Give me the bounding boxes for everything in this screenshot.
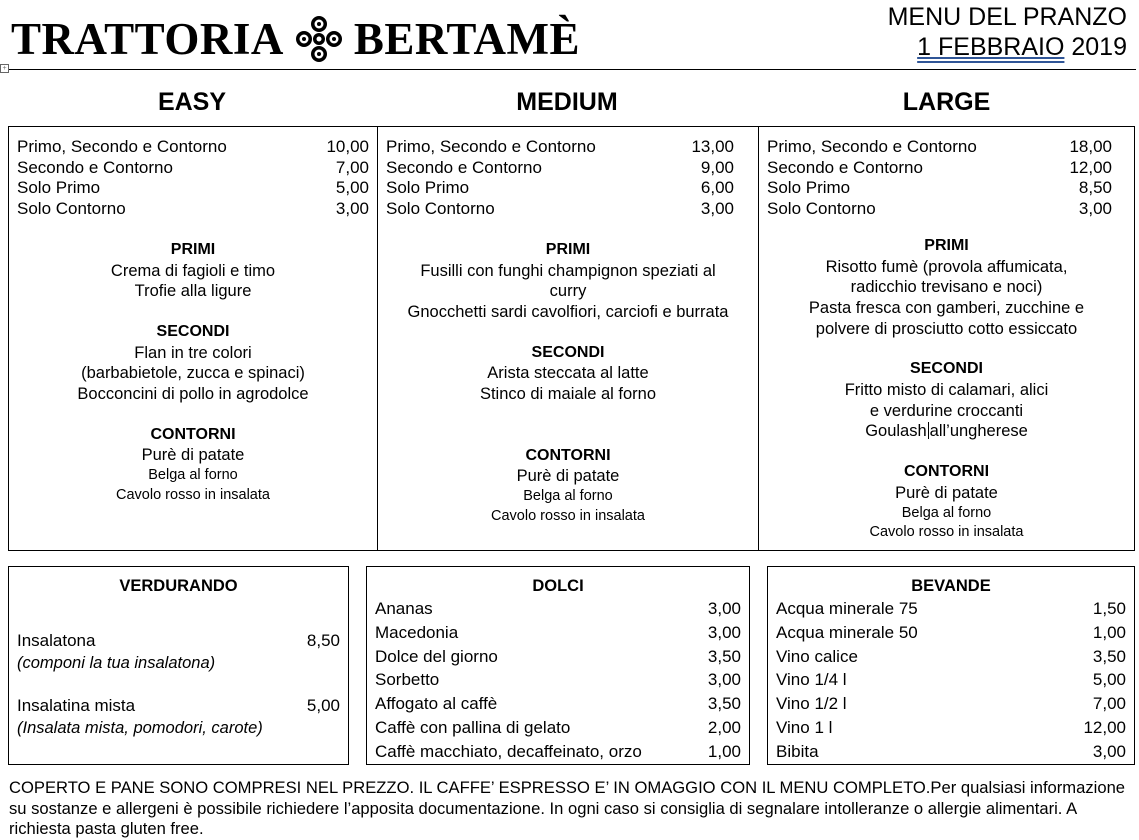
price-value: 5,00 [335,178,369,198]
dish-item [759,421,1134,442]
drink-price: 12,00 [1083,717,1126,737]
price-row [767,178,1126,199]
price-row [386,137,750,158]
brand-logo [11,14,580,64]
section-heading-secondi: SECONDI [910,360,983,378]
section-heading-primi: PRIMI [545,240,591,258]
dessert-price: 3,00 [707,622,741,642]
dish-item: Bocconcini di pollo in agrodolce [77,385,309,404]
menu-heading [888,2,1127,62]
price-value: 13,00 [691,137,734,156]
drink-label: Acqua minerale 75 [776,599,918,618]
section-heading-primi: PRIMI [924,236,969,254]
header-divider [9,69,1136,70]
price-label: Solo Contorno [386,199,495,219]
price-value: 6,00 [700,178,734,198]
dessert-row [375,716,741,740]
bevande-title: BEVANDE [911,577,991,595]
dish-item: Belga al forno [148,467,238,484]
dessert-label: Affogato al caffè [375,694,498,714]
price-label: Secondo e Contorno [17,157,173,177]
drink-row [776,692,1126,716]
brand-name-right: BERTAMÈ [353,14,581,64]
drink-label: Acqua minerale 50 [776,622,918,642]
menu-date [888,32,1127,62]
price-row [767,158,1126,179]
drink-price: 5,00 [1092,670,1126,690]
drink-price: 1,00 [1092,622,1126,642]
menu-table [8,126,1135,551]
bevande-box [767,566,1135,765]
dish-item: e verdurine croccanti [869,401,1024,420]
dish-item: (barbabietole, zucca e spinaci) [81,364,305,383]
dish-item: Purè di patate [141,446,245,465]
dish-item: radicchio trevisano e noci) [850,278,1043,297]
dolci-title: DOLCI [532,577,584,595]
dolci-box [366,566,750,765]
dish-item: polvere di prosciutto cotto essiccato [815,319,1078,338]
dish-item: Fritto misto di calamari, alici [844,381,1049,400]
drink-price: 7,00 [1092,694,1126,714]
dessert-price: 3,00 [707,599,741,618]
salad-note: (componi la tua insalatona) [17,653,216,672]
salad-label: Insalatona [17,631,96,650]
section-heading-contorni: CONTORNI [903,463,990,481]
price-row [767,137,1126,158]
price-value: 18,00 [1069,137,1112,156]
drink-row [776,621,1126,645]
price-label: Solo Primo [17,178,101,198]
drink-label: Vino 1 l [776,717,833,737]
dessert-label: Caffè macchiato, decaffeinato, orzo [375,741,642,761]
dishes-section [378,240,758,526]
ornament-logo-icon [294,14,344,64]
section-heading-contorni: CONTORNI [150,425,236,443]
dish-item: Flan in tre colori [134,343,252,362]
drink-row [776,740,1126,764]
dish-item: Arista steccata al latte [487,364,649,383]
price-value: 8,50 [1078,178,1112,198]
dish-item: Belga al forno [523,488,613,505]
menu-column-medium [377,127,758,550]
dish-item: Trofie alla ligure [134,282,252,301]
drink-label: Bibita [776,741,819,761]
drink-row [776,668,1126,692]
price-row [17,158,369,179]
drink-label: Vino 1/4 l [776,670,847,690]
drink-row [776,645,1126,669]
menu-column-easy [9,127,377,550]
price-label: Solo Primo [767,178,851,198]
price-value: 12,00 [1069,157,1112,177]
price-value: 3,00 [700,199,734,219]
column-title-medium: MEDIUM [516,88,618,116]
dessert-label: Macedonia [375,622,459,642]
menu-column-large [758,127,1134,550]
menu-date-year: 2019 [1071,33,1127,61]
price-row [17,178,369,199]
price-value: 3,00 [335,199,369,219]
column-title-large: LARGE [902,88,991,116]
dish-item: Fusilli con funghi champignon speziati al [420,261,716,280]
price-row [386,199,750,220]
dish-item: Stinco di maiale al forno [479,385,657,404]
price-row [386,178,750,199]
price-label: Primo, Secondo e Contorno [17,137,227,156]
price-row [17,137,369,158]
dish-item: Risotto fumè (provola affumicata, [825,257,1068,276]
dish-item: Cavolo rosso in insalata [491,507,645,524]
section-heading-secondi: SECONDI [531,343,605,361]
verdurando-box [8,566,349,765]
dessert-row [375,621,741,645]
dessert-label: Ananas [375,599,433,618]
salad-price: 5,00 [306,695,340,715]
price-list [767,137,1126,220]
price-row [767,199,1126,220]
dish-item: Belga al forno [901,504,992,521]
dish-item: Gnocchetti sardi cavolfiori, carciofi e burrata [407,302,729,321]
dessert-price: 3,50 [707,694,741,714]
dessert-row [375,668,741,692]
dessert-price: 3,00 [707,670,741,690]
dessert-label: Caffè con pallina di gelato [375,717,571,737]
salad-row [17,629,340,653]
salad-note: (Insalata mista, pomodori, carote) [17,718,263,737]
dish-item: Cavolo rosso in insalata [116,486,270,503]
salad-label: Insalatina mista [17,695,136,715]
drink-label: Vino 1/2 l [776,694,847,714]
drink-price: 3,00 [1092,741,1126,761]
dessert-label: Dolce del giorno [375,646,498,666]
price-label: Primo, Secondo e Contorno [386,137,596,156]
dessert-price: 2,00 [707,717,741,737]
dish-item: curry [549,282,587,301]
dish-item-part: all’ungherese [929,422,1028,441]
dishes-section [759,236,1134,543]
section-heading-contorni: CONTORNI [525,446,611,464]
section-heading-secondi: SECONDI [156,322,230,340]
price-label: Solo Primo [386,178,470,198]
drink-price: 1,50 [1092,599,1126,618]
column-title-easy: EASY [157,88,227,116]
salad-price: 8,50 [306,631,340,650]
menu-date-day-month: 1 FEBBRAIO [917,33,1065,61]
section-heading-primi: PRIMI [170,240,216,258]
dessert-price: 3,50 [707,646,741,666]
price-label: Primo, Secondo e Contorno [767,137,977,156]
price-value: 10,00 [326,137,369,156]
dessert-row [375,597,741,621]
menu-title: MENU DEL PRANZO [887,3,1127,31]
dish-item-part: Goulash [865,422,927,441]
price-value: 9,00 [700,157,734,177]
drink-row [776,597,1126,621]
text-cursor [928,422,929,439]
dessert-row [375,740,741,764]
price-label: Secondo e Contorno [386,157,542,177]
dessert-row [375,692,741,716]
price-row [386,158,750,179]
price-label: Solo Contorno [767,199,876,219]
dish-item: Crema di fagioli e timo [110,261,276,280]
dessert-row [375,645,741,669]
table-move-handle-icon[interactable]: + [0,64,9,73]
drink-label: Vino calice [776,646,858,666]
brand-name-left: TRATTORIA [11,14,284,64]
footer-note: COPERTO E PANE SONO COMPRESI NEL PREZZO. IL CAFFE’ ESPRESSO E’ IN OMAGGIO CON IL MENU COMPLETO.Per qualsiasi informazione su sostanze e allergeni è possibile richiedere l’apposita documentazione. In ogni caso si consiglia di segnalare intolleranze o allergie alimentari. A richiesta pasta gluten free. [9,778,1126,839]
salad-row [17,694,340,718]
dish-item: Pasta fresca con gamberi, zucchine e [808,298,1085,317]
price-label: Solo Contorno [17,199,126,219]
dish-item: Purè di patate [516,467,620,486]
drink-row [776,716,1126,740]
drink-price: 3,50 [1092,646,1126,666]
price-list [17,137,369,220]
verdurando-title: VERDURANDO [119,577,238,595]
dessert-price: 1,00 [707,741,741,761]
price-value: 3,00 [1078,199,1112,219]
dish-item: Purè di patate [895,483,998,502]
dish-item: Cavolo rosso in insalata [869,524,1024,541]
price-value: 7,00 [335,157,369,177]
price-label: Secondo e Contorno [767,157,923,177]
price-list [386,137,750,220]
dishes-section [9,240,377,505]
price-row [17,199,369,220]
dessert-label: Sorbetto [375,670,440,690]
